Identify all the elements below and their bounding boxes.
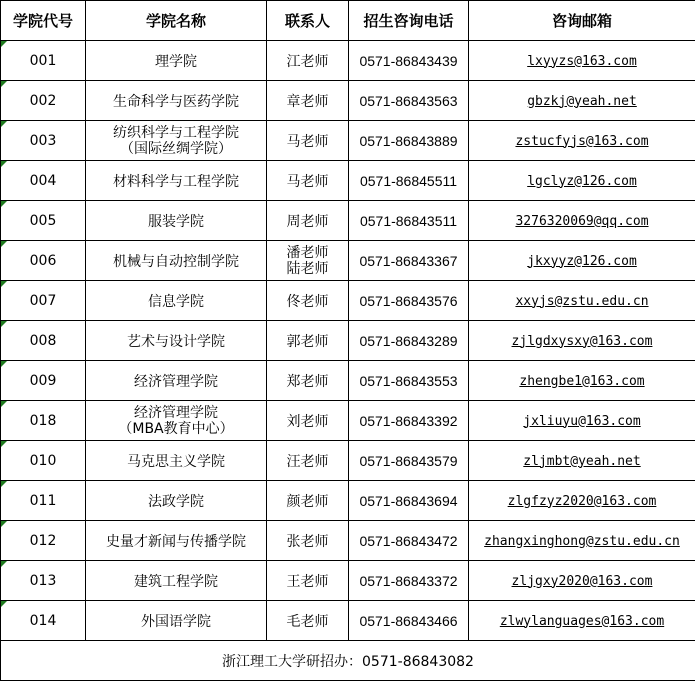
contact-person-cell [267, 601, 349, 641]
contact-person-name: 刘老师 [286, 413, 329, 430]
contact-person-cell [267, 241, 349, 281]
college-name-cell [86, 481, 267, 521]
college-name-line: 机械与自动控制学院 [113, 253, 239, 270]
phone-cell: 0571-86843511 [349, 201, 469, 241]
contact-person-cell [267, 521, 349, 561]
email-cell [469, 601, 695, 641]
college-name-cell [86, 81, 267, 121]
email-cell [469, 81, 695, 121]
table-row [1, 361, 695, 401]
table-row [1, 481, 695, 521]
contact-person-cell [267, 161, 349, 201]
contact-person-name: 王老师 [286, 573, 329, 590]
table-row [1, 521, 695, 561]
email-link[interactable]: zljgxy2020@163.com [511, 573, 653, 589]
college-name-line: 生命科学与医药学院 [113, 93, 239, 110]
college-code-cell: 013 [1, 561, 86, 601]
college-code-cell: 011 [1, 481, 86, 521]
phone-cell: 0571-86843372 [349, 561, 469, 601]
college-name-cell [86, 401, 267, 441]
header-phone: 招生咨询电话 [349, 1, 469, 41]
contact-person-name: 佟老师 [286, 293, 329, 310]
email-link[interactable]: lxyyzs@163.com [527, 53, 637, 69]
college-name-cell [86, 241, 267, 281]
college-name-line: 材料科学与工程学院 [113, 173, 239, 190]
college-code-cell: 002 [1, 81, 86, 121]
contact-person-name: 章老师 [286, 93, 329, 110]
email-cell [469, 481, 695, 521]
college-name-cell [86, 161, 267, 201]
contact-person-cell [267, 401, 349, 441]
college-code-cell: 006 [1, 241, 86, 281]
email-cell [469, 241, 695, 281]
email-cell [469, 561, 695, 601]
table-body [1, 41, 695, 641]
college-name-cell [86, 41, 267, 81]
contact-person-cell [267, 41, 349, 81]
contact-person-cell [267, 281, 349, 321]
table-row [1, 321, 695, 361]
phone-cell: 0571-86843553 [349, 361, 469, 401]
email-cell [469, 281, 695, 321]
college-name-cell [86, 361, 267, 401]
contact-person-name: 汪老师 [286, 453, 329, 470]
college-name-line: 理学院 [155, 53, 197, 70]
phone-cell: 0571-86843576 [349, 281, 469, 321]
college-code-cell: 018 [1, 401, 86, 441]
email-cell [469, 521, 695, 561]
email-link[interactable]: zstucfyjs@163.com [515, 133, 649, 149]
college-name-line: 马克思主义学院 [127, 453, 225, 470]
phone-cell: 0571-86843579 [349, 441, 469, 481]
header-email: 咨询邮箱 [469, 1, 695, 41]
phone-cell: 0571-86843889 [349, 121, 469, 161]
college-name-line: 经济管理学院 [134, 373, 218, 390]
header-college-name: 学院名称 [86, 1, 267, 41]
college-name-cell [86, 601, 267, 641]
college-name-line: 史量才新闻与传播学院 [106, 533, 246, 550]
contact-person-name: 马老师 [286, 133, 329, 150]
contact-person-cell [267, 321, 349, 361]
email-cell [469, 201, 695, 241]
table-row [1, 81, 695, 121]
college-name-cell [86, 201, 267, 241]
contact-person-name: 马老师 [286, 173, 329, 190]
table-row [1, 401, 695, 441]
contact-person-cell [267, 561, 349, 601]
college-code-cell: 001 [1, 41, 86, 81]
phone-cell: 0571-86843367 [349, 241, 469, 281]
college-code-cell: 003 [1, 121, 86, 161]
email-link[interactable]: zljmbt@yeah.net [523, 453, 641, 469]
college-name-line: 外国语学院 [141, 613, 211, 630]
email-link[interactable]: jkxyyz@126.com [527, 253, 637, 269]
email-link[interactable]: zhengbe1@163.com [519, 373, 645, 389]
college-code-cell: 014 [1, 601, 86, 641]
email-cell [469, 121, 695, 161]
table-row [1, 561, 695, 601]
email-link[interactable]: zlwylanguages@163.com [499, 613, 665, 629]
table-row [1, 201, 695, 241]
email-cell [469, 321, 695, 361]
email-link[interactable]: lgclyz@126.com [527, 173, 637, 189]
college-name-line: 信息学院 [148, 293, 204, 310]
contact-person-name: 江老师 [286, 53, 329, 70]
email-link[interactable]: jxliuyu@163.com [523, 413, 641, 429]
contact-person-name: 郭老师 [286, 333, 329, 350]
phone-cell: 0571-86845511 [349, 161, 469, 201]
college-name-cell [86, 561, 267, 601]
college-code-cell: 010 [1, 441, 86, 481]
email-link[interactable]: 3276320069@qq.com [515, 213, 649, 229]
college-name-line: 纺织科学与工程学院 [113, 124, 239, 141]
contact-person-cell [267, 441, 349, 481]
college-name-line: 法政学院 [148, 493, 204, 510]
table-row [1, 601, 695, 641]
email-cell [469, 41, 695, 81]
college-code-cell: 012 [1, 521, 86, 561]
contact-person-name: 陆老师 [286, 260, 329, 277]
table-row [1, 441, 695, 481]
email-cell [469, 361, 695, 401]
email-link[interactable]: gbzkj@yeah.net [527, 93, 637, 109]
college-name-line: 建筑工程学院 [134, 573, 218, 590]
college-name-cell [86, 121, 267, 161]
college-code-cell: 007 [1, 281, 86, 321]
college-code-cell: 004 [1, 161, 86, 201]
contact-person-name: 颜老师 [286, 493, 329, 510]
contact-person-cell [267, 201, 349, 241]
college-name-line: （国际丝绸学院） [120, 140, 232, 157]
header-contact-person: 联系人 [267, 1, 349, 41]
contact-person-name: 潘老师 [286, 244, 329, 261]
email-link[interactable]: zhangxinghong@zstu.edu.cn [484, 533, 680, 549]
college-name-cell [86, 521, 267, 561]
table-row [1, 41, 695, 81]
table-row [1, 281, 695, 321]
contact-person-name: 毛老师 [286, 613, 329, 630]
phone-cell: 0571-86843289 [349, 321, 469, 361]
phone-cell: 0571-86843392 [349, 401, 469, 441]
phone-cell: 0571-86843472 [349, 521, 469, 561]
college-name-cell [86, 281, 267, 321]
header-row [1, 1, 695, 41]
contact-person-cell [267, 481, 349, 521]
table-row [1, 241, 695, 281]
college-code-cell: 009 [1, 361, 86, 401]
phone-cell: 0571-86843563 [349, 81, 469, 121]
phone-cell: 0571-86843439 [349, 41, 469, 81]
contact-person-cell [267, 361, 349, 401]
contact-person-name: 郑老师 [286, 373, 329, 390]
contact-person-cell [267, 81, 349, 121]
email-cell [469, 161, 695, 201]
email-cell [469, 401, 695, 441]
college-code-cell: 008 [1, 321, 86, 361]
college-code-cell: 005 [1, 201, 86, 241]
college-name-line: 经济管理学院 [134, 404, 218, 421]
email-link[interactable]: zjlgdxysxy@163.com [511, 333, 653, 349]
admissions-office-contact: 浙江理工大学研招办：0571-86843082 [1, 641, 695, 681]
phone-cell: 0571-86843466 [349, 601, 469, 641]
email-link[interactable]: zlgfzyz2020@163.com [507, 493, 657, 509]
email-link[interactable]: xxyjs@zstu.edu.cn [515, 293, 649, 309]
college-name-line: 艺术与设计学院 [127, 333, 225, 350]
college-name-line: 服装学院 [148, 213, 204, 230]
table-row [1, 121, 695, 161]
contact-person-name: 张老师 [286, 533, 329, 550]
phone-cell: 0571-86843694 [349, 481, 469, 521]
college-name-line: （MBA教育中心） [118, 420, 234, 437]
college-name-cell [86, 321, 267, 361]
college-name-cell [86, 441, 267, 481]
contact-person-cell [267, 121, 349, 161]
contact-person-name: 周老师 [286, 213, 329, 230]
table-row [1, 161, 695, 201]
header-college-code: 学院代号 [1, 1, 86, 41]
email-cell [469, 441, 695, 481]
footer-row [1, 641, 695, 681]
